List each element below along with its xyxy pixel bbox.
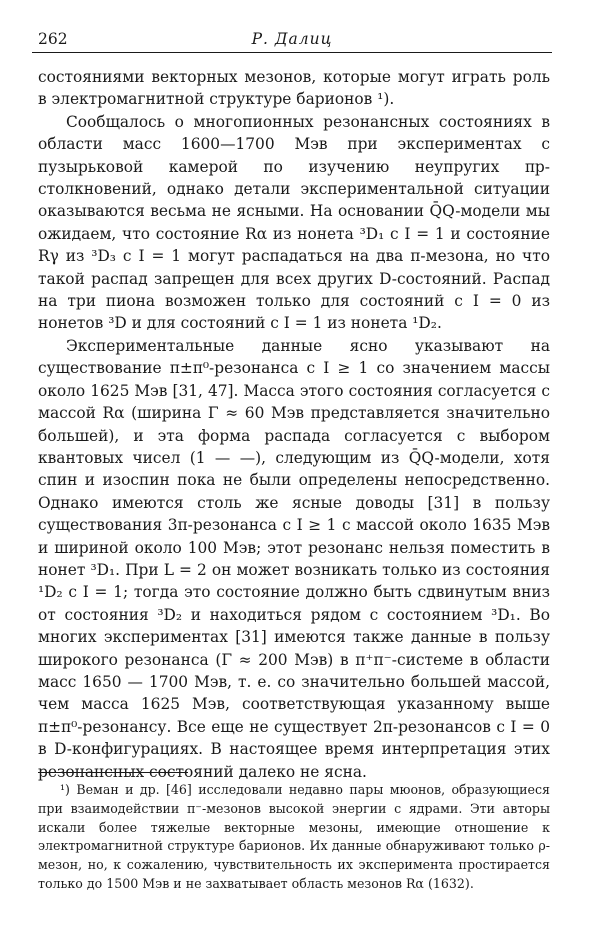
page-header xyxy=(32,28,552,53)
footnote-rule xyxy=(38,772,188,773)
main-text xyxy=(38,66,550,783)
footnote: ¹) Веман и др. [46] исследовали недавно пары мюонов, образующиеся при взаимодействии π⁻-мезонов высокой энергии с ядрами. Эти авторы искали более тяжелые векторные мезоны, имеющие отношение к электромагнитной структуре барионов. Их данные обнаруживают только ρ-мезон, но, к сожалению, чувствительность их эксперимента простирается только до 1500 Мэв и не захватывает область мезонов Rα (1632). xyxy=(38,782,550,891)
page-number: 262 xyxy=(38,30,68,48)
paragraph: Сообщалось о многопионных резонансных состояниях в области масс 1600—1700 Мэв при экспериментах с пузырьковой камерой по изучению неупругих πp-столкновений, однако детали экспериментальной ситуации оказываются весьма не ясными. На основании Q̄Q-модели мы ожидаем, что состояние Rα из нонета ³D₁ с I = 1 и состояние Rγ из ³D₃ с I = 1 могут распадаться на два π-мезона, но что такой распад запрещен для всех других D-состояний. Распад на три пиона возможен только для состояний с I = 0 из нонетов ³D и для состояний с I = 1 из нонета ¹D₂. xyxy=(38,112,550,333)
paragraph: Экспериментальные данные ясно указывают на существование π±π⁰-резонанса с I ≥ 1 со значением массы около 1625 Мэв [31, 47]. Масса этого состояния согласуется с массой Rα (ширина Γ ≈ 60 Мэв представляется значительно большей), и эта форма распада согласуется с выбором квантовых чисел (1 — —), следующим из Q̄Q-модели, хотя спин и изоспин пока не были определены непосредственно. Однако имеются столь же ясные доводы [31] в пользу существования 3π-резонанса с I ≥ 1 с массой около 1635 Мэв и шириной около 100 Мэв; этот резонанс нельзя поместить в нонет ³D₁. При L = 2 он может возникать только из состояния ¹D₂ с I = 1; тогда это состояние должно быть сдвинутым вниз от состояния ³D₂ и находиться рядом с состоянием ³D₁. Во многих экспериментах [31] имеются также данные в пользу широкого резонанса (Γ ≈ 200 Мэв) в π⁺π⁻-системе в области масс 1650 — 1700 Мэв, т. е. со значительно большей массой, чем масса 1625 Мэв, соответствующая указанному выше π±π⁰-резонансу. Все еще не существует 2π-резонансов с I = 0 в D-конфигурациях. В настоящее время интерпретация этих резонансных состояний далеко не ясна. xyxy=(38,336,550,781)
running-head: Р. Далиц xyxy=(251,30,333,48)
paragraph-continuation: состояниями векторных мезонов, которые могут играть роль в электромагнитной структуре барионов ¹). xyxy=(38,68,550,109)
